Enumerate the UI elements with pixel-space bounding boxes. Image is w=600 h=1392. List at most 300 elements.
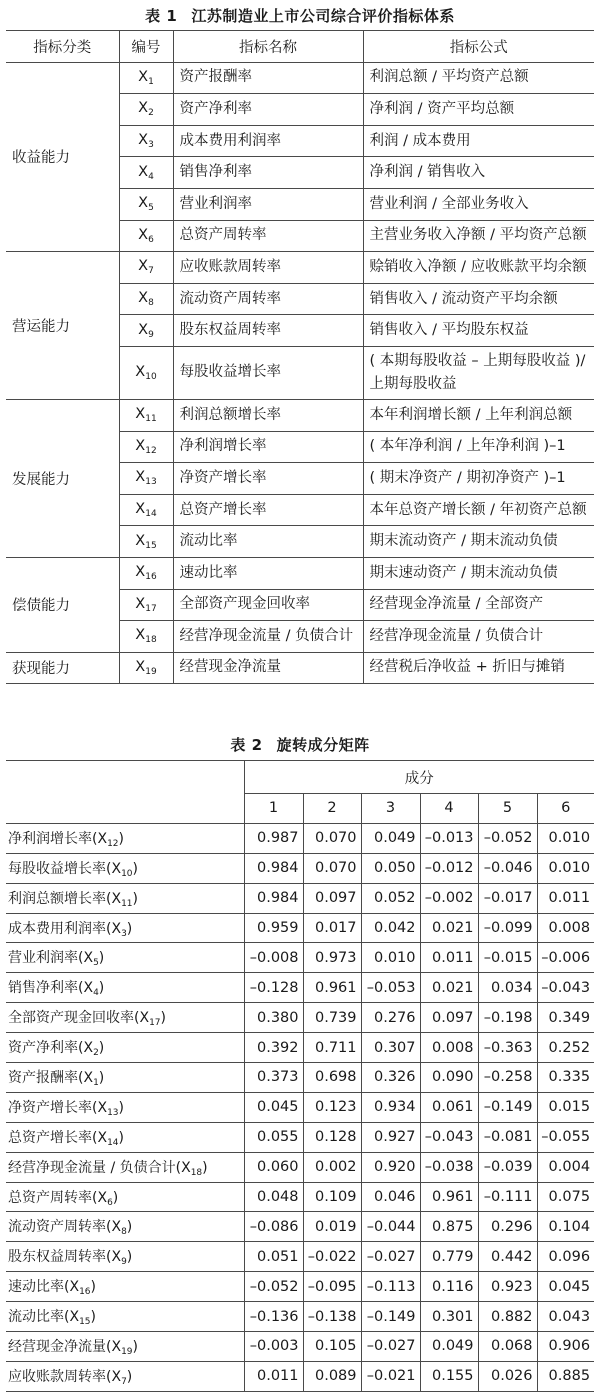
table1-caption <box>0 6 600 26</box>
loading-value-cell: 0.011 <box>244 1361 303 1391</box>
variable-symbol: X <box>69 1309 80 1326</box>
table1-row <box>6 252 594 284</box>
variable-name-cell <box>6 943 244 973</box>
table1-body <box>6 62 594 684</box>
table2-row <box>6 1361 594 1391</box>
indicator-code-base: X <box>138 226 149 243</box>
variable-symbol: X <box>83 950 94 967</box>
loading-value-cell: –0.138 <box>303 1302 361 1332</box>
table2-row <box>6 1033 594 1063</box>
indicator-formula-cell: 期末速动资产 / 期末流动负债 <box>363 557 594 589</box>
variable-name-cell <box>6 1332 244 1362</box>
loading-value-cell: 0.296 <box>478 1212 537 1242</box>
indicator-code-base: X <box>135 627 146 644</box>
indicator-code-cell <box>119 652 173 684</box>
indicator-formula-cell: 经营现金净流量 / 全部资产 <box>363 589 594 621</box>
variable-subscript: 9 <box>121 1257 127 1268</box>
variable-name: 全部资产现金回收率( <box>8 1010 140 1027</box>
loading-value-cell: –0.038 <box>420 1152 478 1182</box>
indicator-name-cell: 净利润增长率 <box>173 431 363 463</box>
variable-symbol: X <box>97 1189 108 1206</box>
variable-close-paren: ) <box>98 980 105 997</box>
loading-value-cell: –0.099 <box>478 913 537 943</box>
indicator-formula-cell: 本年总资产增长额 / 年初资产总额 <box>363 494 594 526</box>
loading-value-cell: 0.070 <box>303 823 361 853</box>
component-column-header: 4 <box>420 794 478 824</box>
variable-symbol: X <box>111 890 122 907</box>
header-indicator-name: 指标名称 <box>173 31 363 63</box>
indicator-name-cell: 流动资产周转率 <box>173 283 363 315</box>
table2-row <box>6 1272 594 1302</box>
variable-close-paren: ) <box>132 1338 138 1355</box>
table2-row <box>6 883 594 913</box>
loading-value-cell: 0.060 <box>244 1152 303 1182</box>
loading-value-cell: 0.128 <box>303 1122 361 1152</box>
table2-corner-cell <box>6 761 244 824</box>
variable-symbol: X <box>69 1279 80 1296</box>
indicator-code-cell <box>119 494 173 526</box>
variable-symbol: X <box>97 1099 108 1116</box>
loading-value-cell: 0.070 <box>303 853 361 883</box>
indicator-formula-cell: 本年利润增长额 / 上年利润总额 <box>363 399 594 431</box>
loading-value-cell: –0.081 <box>478 1122 537 1152</box>
variable-symbol: X <box>111 1338 122 1355</box>
indicator-code-subscript: 3 <box>148 140 154 151</box>
loading-value-cell: 0.046 <box>361 1182 420 1212</box>
loading-value-cell: –0.052 <box>478 823 537 853</box>
variable-name-cell <box>6 1092 244 1122</box>
loading-value-cell: –0.021 <box>361 1361 420 1391</box>
variable-name: 资产报酬率( <box>8 1069 84 1086</box>
indicator-formula-cell: 净利润 / 资产平均总额 <box>363 94 594 126</box>
loading-value-cell: 0.882 <box>478 1302 537 1332</box>
variable-name-cell <box>6 1122 244 1152</box>
variable-subscript: 17 <box>149 1018 161 1029</box>
loading-value-cell: 0.026 <box>478 1361 537 1391</box>
header-code: 编号 <box>119 31 173 63</box>
loading-value-cell: 0.711 <box>303 1033 361 1063</box>
loading-value-cell: –0.136 <box>244 1302 303 1332</box>
indicator-code-cell <box>119 220 173 252</box>
variable-name: 股东权益周转率( <box>8 1249 112 1266</box>
indicator-code-cell <box>119 621 173 653</box>
loading-value-cell: 0.048 <box>244 1182 303 1212</box>
loading-value-cell: 0.043 <box>537 1302 594 1332</box>
indicator-formula-cell: ( 本年净利润 / 上年净利润 )–1 <box>363 431 594 463</box>
loading-value-cell: 0.109 <box>303 1182 361 1212</box>
indicator-formula-cell: 净利润 / 销售收入 <box>363 157 594 189</box>
indicator-formula-cell: 利润总额 / 平均资产总额 <box>363 62 594 94</box>
indicator-formula-cell: 营业利润 / 全部业务收入 <box>363 188 594 220</box>
loading-value-cell: 0.010 <box>361 943 420 973</box>
loading-value-cell: –0.046 <box>478 853 537 883</box>
loading-value-cell: 0.326 <box>361 1063 420 1093</box>
table2-row <box>6 1092 594 1122</box>
loading-value-cell: 0.090 <box>420 1063 478 1093</box>
loading-value-cell: 0.923 <box>478 1272 537 1302</box>
loading-value-cell: –0.027 <box>361 1332 420 1362</box>
indicator-code-base: X <box>135 564 146 581</box>
component-column-header: 6 <box>537 794 594 824</box>
indicator-code-base: X <box>135 406 146 423</box>
variable-name: 净利润增长率( <box>8 830 98 847</box>
table1-header-row <box>6 31 594 63</box>
loading-value-cell: 0.104 <box>537 1212 594 1242</box>
variable-close-paren: ) <box>160 1010 166 1027</box>
table1-row <box>6 399 594 431</box>
indicator-code-cell <box>119 157 173 189</box>
variable-close-paren: ) <box>98 1069 105 1086</box>
table2-row <box>6 1063 594 1093</box>
loading-value-cell: –0.113 <box>361 1272 420 1302</box>
loading-value-cell: 0.155 <box>420 1361 478 1391</box>
loading-value-cell: 0.021 <box>420 973 478 1003</box>
loading-value-cell: 0.380 <box>244 1003 303 1033</box>
indicator-name-cell: 每股收益增长率 <box>173 346 363 399</box>
variable-name: 总资产周转率( <box>8 1189 98 1206</box>
loading-value-cell: 0.010 <box>537 853 594 883</box>
variable-symbol: X <box>83 1040 94 1057</box>
variable-name: 销售净利率( <box>8 980 84 997</box>
variable-name: 流动比率( <box>8 1309 70 1326</box>
loading-value-cell: –0.017 <box>478 883 537 913</box>
variable-name: 流动资产周转率( <box>8 1219 112 1236</box>
loading-value-cell: –0.003 <box>244 1332 303 1362</box>
loading-value-cell: 0.051 <box>244 1242 303 1272</box>
variable-name-cell <box>6 1063 244 1093</box>
indicator-code-cell <box>119 526 173 558</box>
loading-value-cell: 0.335 <box>537 1063 594 1093</box>
indicator-name-cell: 资产净利率 <box>173 94 363 126</box>
loading-value-cell: 0.052 <box>361 883 420 913</box>
component-column-header: 1 <box>244 794 303 824</box>
table2-row <box>6 853 594 883</box>
indicator-code-base: X <box>135 469 146 486</box>
variable-name-cell <box>6 883 244 913</box>
variable-name: 利润总额增长率( <box>8 890 112 907</box>
indicator-name-cell: 利润总额增长率 <box>173 399 363 431</box>
indicator-code-base: X <box>135 658 146 675</box>
loading-value-cell: 0.973 <box>303 943 361 973</box>
indicator-formula-cell: 销售收入 / 平均股东权益 <box>363 315 594 347</box>
variable-subscript: 18 <box>190 1167 203 1178</box>
indicator-name-cell: 销售净利率 <box>173 157 363 189</box>
variable-close-paren: ) <box>202 1159 208 1176</box>
table2-row <box>6 1332 594 1362</box>
table2-row <box>6 943 594 973</box>
indicator-name-cell: 经营现金净流量 <box>173 652 363 684</box>
loading-value-cell: –0.008 <box>244 943 303 973</box>
indicator-code-cell <box>119 557 173 589</box>
variable-subscript: 10 <box>121 868 133 879</box>
indicator-code-cell <box>119 346 173 399</box>
indicator-code-base: X <box>138 100 149 117</box>
variable-symbol: X <box>181 1159 191 1176</box>
variable-name: 成本费用利润率( <box>8 920 112 937</box>
indicator-name-cell: 股东权益周转率 <box>173 315 363 347</box>
indicator-code-subscript: 16 <box>145 572 157 583</box>
variable-close-paren: ) <box>126 1249 133 1266</box>
loading-value-cell: 0.276 <box>361 1003 420 1033</box>
header-category: 指标分类 <box>6 31 119 63</box>
loading-value-cell: 0.008 <box>420 1033 478 1063</box>
category-cell: 发展能力 <box>6 399 119 557</box>
table2-row <box>6 1182 594 1212</box>
indicator-code-cell <box>119 589 173 621</box>
loading-value-cell: –0.128 <box>244 973 303 1003</box>
loading-value-cell: 0.885 <box>537 1361 594 1391</box>
variable-close-paren: ) <box>118 1129 124 1146</box>
loading-value-cell: 0.068 <box>478 1332 537 1362</box>
loading-value-cell: 0.307 <box>361 1033 420 1063</box>
loading-value-cell: 0.987 <box>244 823 303 853</box>
indicator-code-subscript: 9 <box>148 329 154 340</box>
indicator-formula-cell: 经营税后净收益 + 折旧与摊销 <box>363 652 594 684</box>
loading-value-cell: –0.363 <box>478 1033 537 1063</box>
variable-close-paren: ) <box>118 1099 124 1116</box>
variable-name: 速动比率( <box>8 1279 70 1296</box>
indicator-code-base: X <box>138 258 149 275</box>
indicator-formula-cell: 主营业务收入净额 / 平均资产总额 <box>363 220 594 252</box>
component-column-header: 5 <box>478 794 537 824</box>
loading-value-cell: 0.934 <box>361 1092 420 1122</box>
table2-group-header-row <box>6 761 594 794</box>
variable-subscript: 7 <box>121 1376 127 1387</box>
loading-value-cell: –0.039 <box>478 1152 537 1182</box>
loading-value-cell: 0.097 <box>303 883 361 913</box>
loading-value-cell: 0.301 <box>420 1302 478 1332</box>
variable-subscript: 19 <box>121 1346 133 1357</box>
table1-title: 江苏制造业上市公司综合评价指标体系 <box>191 7 455 25</box>
loading-value-cell: 0.002 <box>303 1152 361 1182</box>
variable-name-cell <box>6 913 244 943</box>
table2-row <box>6 1212 594 1242</box>
indicator-formula-cell: 赊销收入净额 / 应收账款平均余额 <box>363 252 594 284</box>
variable-symbol: X <box>97 1129 108 1146</box>
variable-subscript: 16 <box>79 1287 91 1298</box>
variable-subscript: 6 <box>107 1197 113 1208</box>
variable-name-cell <box>6 1182 244 1212</box>
variable-subscript: 5 <box>93 958 99 969</box>
variable-name-cell <box>6 853 244 883</box>
indicator-code-cell <box>119 463 173 495</box>
loading-value-cell: –0.111 <box>478 1182 537 1212</box>
indicator-code-base: X <box>135 363 146 380</box>
variable-name-cell <box>6 973 244 1003</box>
indicator-code-subscript: 4 <box>148 171 154 182</box>
variable-name: 应收账款周转率( <box>8 1368 112 1385</box>
loading-value-cell: –0.198 <box>478 1003 537 1033</box>
variable-close-paren: ) <box>112 1189 119 1206</box>
loading-value-cell: 0.050 <box>361 853 420 883</box>
table2-body <box>6 823 594 1391</box>
variable-name: 每股收益增长率( <box>8 860 112 877</box>
indicator-formula-cell: 利润 / 成本费用 <box>363 125 594 157</box>
indicator-name-cell: 全部资产现金回收率 <box>173 589 363 621</box>
indicator-code-base: X <box>138 321 149 338</box>
variable-name-cell <box>6 1033 244 1063</box>
indicator-code-base: X <box>138 68 149 85</box>
variable-symbol: X <box>83 980 94 997</box>
loading-value-cell: 0.984 <box>244 883 303 913</box>
indicator-name-cell: 总资产周转率 <box>173 220 363 252</box>
indicator-code-base: X <box>135 437 146 454</box>
loading-value-cell: 0.010 <box>537 823 594 853</box>
loading-value-cell: –0.013 <box>420 823 478 853</box>
loading-value-cell: 0.045 <box>537 1272 594 1302</box>
variable-subscript: 2 <box>93 1048 99 1059</box>
indicator-code-base: X <box>138 195 149 212</box>
component-group-header: 成分 <box>244 761 594 794</box>
loading-value-cell: 0.392 <box>244 1033 303 1063</box>
category-cell: 偿债能力 <box>6 557 119 652</box>
table2-title: 旋转成分矩阵 <box>276 736 370 754</box>
indicator-code-subscript: 15 <box>145 540 157 551</box>
loading-value-cell: 0.045 <box>244 1092 303 1122</box>
variable-subscript: 1 <box>93 1077 99 1088</box>
loading-value-cell: –0.149 <box>361 1302 420 1332</box>
category-cell: 收益能力 <box>6 62 119 252</box>
category-cell: 营运能力 <box>6 252 119 400</box>
variable-name: 资产净利率( <box>8 1040 84 1057</box>
indicator-code-subscript: 1 <box>148 76 154 87</box>
indicator-formula-cell: 销售收入 / 流动资产平均余额 <box>363 283 594 315</box>
table2-row <box>6 823 594 853</box>
loading-value-cell: 0.442 <box>478 1242 537 1272</box>
loading-value-cell: 0.105 <box>303 1332 361 1362</box>
indicator-code-cell <box>119 62 173 94</box>
loading-value-cell: –0.012 <box>420 853 478 883</box>
indicator-code-subscript: 11 <box>145 414 157 425</box>
variable-symbol: X <box>139 1010 150 1027</box>
indicator-code-cell <box>119 125 173 157</box>
table2-row <box>6 1242 594 1272</box>
loading-value-cell: –0.053 <box>361 973 420 1003</box>
loading-value-cell: 0.961 <box>420 1182 478 1212</box>
loading-value-cell: 0.089 <box>303 1361 361 1391</box>
variable-name-cell <box>6 1152 244 1182</box>
loading-value-cell: –0.027 <box>361 1242 420 1272</box>
loading-value-cell: 0.373 <box>244 1063 303 1093</box>
indicator-name-cell: 流动比率 <box>173 526 363 558</box>
component-column-header: 3 <box>361 794 420 824</box>
loading-value-cell: 0.984 <box>244 853 303 883</box>
variable-subscript: 12 <box>107 838 119 849</box>
variable-symbol: X <box>97 830 108 847</box>
variable-subscript: 13 <box>107 1107 119 1118</box>
indicator-code-cell <box>119 188 173 220</box>
variable-symbol: X <box>111 1249 122 1266</box>
indicator-code-base: X <box>138 163 149 180</box>
table1-row <box>6 62 594 94</box>
variable-name-cell <box>6 1242 244 1272</box>
variable-close-paren: ) <box>118 830 124 847</box>
loading-value-cell: –0.006 <box>537 943 594 973</box>
table2-row <box>6 973 594 1003</box>
variable-close-paren: ) <box>90 1309 96 1326</box>
variable-symbol: X <box>111 860 122 877</box>
loading-value-cell: 0.004 <box>537 1152 594 1182</box>
indicator-code-subscript: 12 <box>145 445 157 456</box>
indicator-formula-cell: 经营净现金流量 / 负债合计 <box>363 621 594 653</box>
loading-value-cell: –0.086 <box>244 1212 303 1242</box>
table2-row <box>6 1152 594 1182</box>
loading-value-cell: 0.875 <box>420 1212 478 1242</box>
variable-symbol: X <box>111 920 122 937</box>
variable-name-cell <box>6 1003 244 1033</box>
loading-value-cell: 0.015 <box>537 1092 594 1122</box>
indicator-name-cell: 经营净现金流量 / 负债合计 <box>173 621 363 653</box>
indicator-code-base: X <box>138 132 149 149</box>
loading-value-cell: 0.739 <box>303 1003 361 1033</box>
indicator-system-table <box>6 30 594 684</box>
variable-name-cell <box>6 1212 244 1242</box>
header-formula: 指标公式 <box>363 31 594 63</box>
variable-close-paren: ) <box>98 1040 105 1057</box>
variable-subscript: 8 <box>121 1227 127 1238</box>
indicator-code-subscript: 13 <box>145 477 157 488</box>
indicator-code-cell <box>119 315 173 347</box>
table2-label: 表 2 <box>230 736 263 754</box>
variable-close-paren: ) <box>126 920 133 937</box>
variable-name-cell <box>6 1302 244 1332</box>
indicator-code-subscript: 17 <box>145 603 157 614</box>
indicator-name-cell: 资产报酬率 <box>173 62 363 94</box>
loading-value-cell: –0.044 <box>361 1212 420 1242</box>
indicator-code-base: X <box>135 532 146 549</box>
variable-subscript: 4 <box>93 988 99 999</box>
loading-value-cell: –0.022 <box>303 1242 361 1272</box>
loading-value-cell: 0.123 <box>303 1092 361 1122</box>
loading-value-cell: 0.034 <box>478 973 537 1003</box>
indicator-code-subscript: 2 <box>148 108 154 119</box>
loading-value-cell: –0.095 <box>303 1272 361 1302</box>
indicator-code-base: X <box>135 501 146 518</box>
indicator-name-cell: 净资产增长率 <box>173 463 363 495</box>
loading-value-cell: –0.149 <box>478 1092 537 1122</box>
indicator-code-cell <box>119 283 173 315</box>
table2-row <box>6 1003 594 1033</box>
category-cell: 获现能力 <box>6 652 119 684</box>
variable-close-paren: ) <box>126 1219 133 1236</box>
loading-value-cell: –0.052 <box>244 1272 303 1302</box>
indicator-code-subscript: 10 <box>145 371 157 382</box>
loading-value-cell: 0.779 <box>420 1242 478 1272</box>
indicator-code-cell <box>119 94 173 126</box>
variable-name: 经营净现金流量 / 负债合计( <box>8 1159 182 1176</box>
loading-value-cell: 0.698 <box>303 1063 361 1093</box>
indicator-code-subscript: 8 <box>148 298 154 309</box>
loading-value-cell: –0.043 <box>420 1122 478 1152</box>
loading-value-cell: 0.906 <box>537 1332 594 1362</box>
indicator-code-base: X <box>138 290 149 307</box>
loading-value-cell: 0.042 <box>361 913 420 943</box>
loading-value-cell: 0.349 <box>537 1003 594 1033</box>
loading-value-cell: 0.927 <box>361 1122 420 1152</box>
table2-row <box>6 1302 594 1332</box>
variable-symbol: X <box>111 1219 122 1236</box>
variable-close-paren: ) <box>132 890 138 907</box>
loading-value-cell: –0.043 <box>537 973 594 1003</box>
loading-value-cell: 0.055 <box>244 1122 303 1152</box>
loading-value-cell: 0.011 <box>537 883 594 913</box>
variable-name: 净资产增长率( <box>8 1099 98 1116</box>
indicator-name-cell: 应收账款周转率 <box>173 252 363 284</box>
variable-subscript: 14 <box>107 1137 119 1148</box>
loading-value-cell: –0.258 <box>478 1063 537 1093</box>
table1-label: 表 1 <box>145 7 178 25</box>
indicator-name-cell: 成本费用利润率 <box>173 125 363 157</box>
